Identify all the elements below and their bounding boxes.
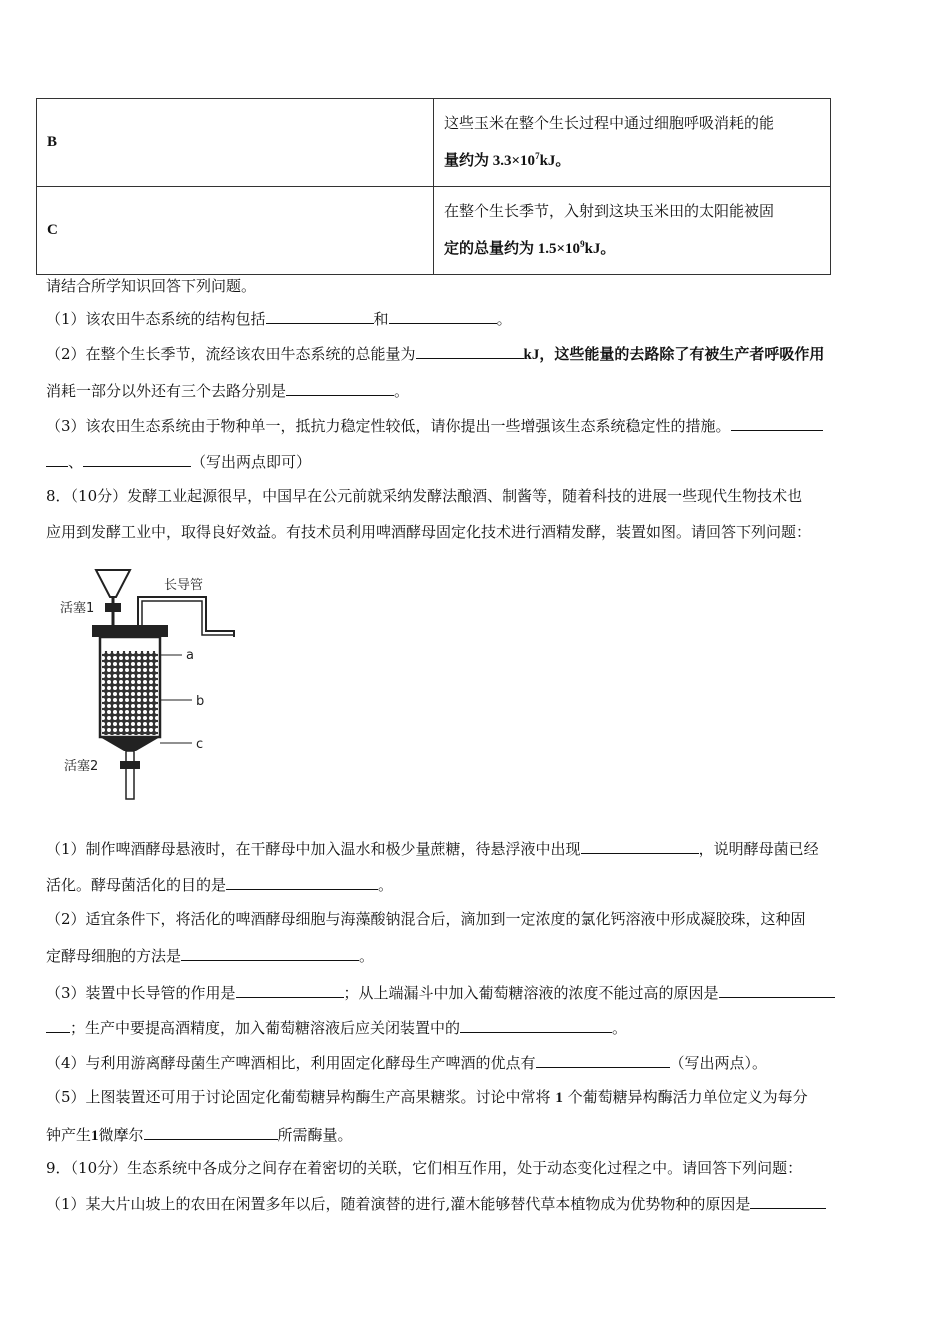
answer-blank[interactable] [536,1052,670,1068]
q7-p3-note: （写出两点即可） [191,453,312,471]
q8-heading-line2: 应用到发酵工业中，取得良好效益。有技术员利用啤酒酵母固定化技术进行酒精发酵，装置如图。请回答下列问题： [46,523,812,541]
answer-blank[interactable] [581,838,699,854]
q8-p1-text3: 活化。酵母菌活化的目的是 [46,876,227,894]
row-value-line2 [444,241,615,257]
q8-p5-number: 1 [555,1090,563,1106]
column-bottom [100,737,160,751]
valve1-label: 活塞1 [60,601,95,616]
answer-blank[interactable] [266,308,374,324]
valve2-icon [120,761,140,769]
q9-heading: 9．（10分）生态系统中各成分之间存在着密切的关联，它们相互作用，处于动态变化过程之中。请回答下列问题： [46,1159,803,1177]
q8-part4 [46,1052,906,1073]
row-key: B [37,99,434,187]
answer-blank[interactable] [719,982,835,998]
q8-p2-end: 。 [359,947,375,965]
q7-p1-and: 和 [373,310,389,328]
q7-p1-text: （1）该农田牛态系统的结构包括 [46,310,266,328]
q8-p4-text: （4）与利用游离酵母菌生产啤酒相比，利用固定化酵母生产啤酒的优点有 [46,1054,536,1072]
q7-p3-sep: 、 [68,453,84,471]
answer-blank[interactable] [750,1193,826,1209]
row-key: C [37,187,434,275]
valve1-icon [105,603,121,612]
answer-blank[interactable] [144,1124,278,1140]
answer-blank[interactable] [46,451,68,467]
answer-blank[interactable] [389,308,497,324]
table-row [37,99,831,187]
q8-p5-text3: 钟产生 [46,1126,92,1144]
row-value [434,99,831,187]
funnel-icon [96,570,130,597]
q8-part5-line1 [46,1087,906,1108]
answer-blank[interactable] [226,874,378,890]
answer-blank[interactable] [46,1017,70,1033]
gel-beads [102,651,158,735]
row-value-line1: 在整个生长季节，入射到这块玉米田的太阳能被固 [444,202,775,220]
value-unit: kJ。 [584,241,616,257]
q8-p3-end: 。 [612,1019,628,1037]
value-unit: kJ。 [539,153,571,169]
q7-intro: 请结合所学知识回答下列问题。 [46,277,257,295]
q7-p2-end: 。 [394,382,410,400]
answer-blank[interactable] [286,380,394,396]
q8-p1-end: 。 [378,876,394,894]
q8-p5-number2: 1 [91,1128,99,1144]
q9-part1 [46,1193,906,1214]
value-number: 量约为 3.3×10 [444,153,536,169]
q8-p5-text4: 微摩尔 [98,1126,144,1144]
q8-p5-end: 所需酶量。 [277,1126,353,1144]
q8-part1-line1 [46,838,906,859]
q9-p1-text: （1）某大片山坡上的农田在闲置多年以后，随着演替的进行,灌木能够替代草本植物成为优势物种的原因是 [46,1195,751,1213]
answer-blank[interactable] [416,343,524,359]
label-c: c [196,737,204,752]
table-row [37,187,831,275]
value-number: 定的总量约为 1.5×10 [444,241,581,257]
q8-heading-line1: 8．（10分）发酵工业起源很早，中国早在公元前就采纳发酵法酿酒、制酱等，随着科技的进展一些现代生物技术也 [46,487,803,505]
q8-p1-text: （1）制作啤酒酵母悬液时，在干酵母中加入温水和极少量蔗糖，待悬浮液中出现 [46,840,581,858]
value-exponent: 7 [535,151,540,161]
label-b: b [196,694,205,709]
label-a: a [186,648,194,663]
row-value-line1: 这些玉米在整个生长过程中通过细胞呼吸消耗的能 [444,114,775,132]
q7-part2-line1 [46,343,906,365]
q8-part3-line1 [46,982,906,1003]
q8-part3-line2 [46,1017,906,1038]
valve2-label: 活塞2 [64,759,99,774]
q7-part3-line2 [46,451,906,472]
answer-table [36,98,831,275]
answer-blank[interactable] [181,945,359,961]
q8-p3-text: （3）装置中长导管的作用是 [46,984,236,1002]
q7-p2-text3: 消耗一部分以外还有三个去路分别是 [46,382,287,400]
q7-p2-text: （2）在整个生长季节，流经该农田牛态系统的总能量为 [46,345,416,363]
q8-p3-text3: ；生产中要提高酒精度，加入葡萄糖溶液后应关闭装置中的 [70,1019,461,1037]
q7-part3-line1 [46,415,906,436]
q8-p5-text2: 个葡萄糖异构酶活力单位定义为每分 [567,1088,808,1106]
column-lid [92,625,168,637]
q8-part1-line2 [46,874,906,895]
outlet-tube [126,751,134,799]
row-value-line2 [444,153,570,169]
fermentation-apparatus-figure [58,565,248,805]
q8-part5-line2 [46,1124,906,1146]
q7-part2-line2 [46,380,906,401]
q7-p2-text2: kJ，这些能量的去路除了有被生产者呼吸作用 [523,347,825,363]
answer-blank[interactable] [460,1017,612,1033]
tube-label: 长导管 [164,578,204,593]
q8-p3-text2: ；从上端漏斗中加入葡萄糖溶液的浓度不能过高的原因是 [343,984,719,1002]
q8-part2-line1: （2）适宜条件下，将活化的啤酒酵母细胞与海藻酸钠混合后，滴加到一定浓度的氯化钙溶液中形成凝胶珠，这种固 [46,910,806,928]
q8-p5-text: （5）上图装置还可用于讨论固定化葡萄糖异构酶生产高果糖浆。讨论中常将 [46,1088,551,1106]
answer-blank[interactable] [236,982,344,998]
q8-p4-note: （写出两点）。 [669,1054,768,1072]
q8-p1-text2: ，说明酵母菌已经 [698,840,819,858]
row-value [434,187,831,275]
value-exponent: 9 [580,239,585,249]
q8-part2-line2 [46,945,906,966]
q8-p2-text: 定酵母细胞的方法是 [46,947,182,965]
q7-p3-text: （3）该农田生态系统由于物种单一，抵抗力稳定性较低，请你提出一些增强该生态系统稳定性的措施。 [46,417,731,435]
q7-p1-end: 。 [496,310,512,328]
q7-part1 [46,308,906,329]
answer-blank[interactable] [83,451,191,467]
answer-blank[interactable] [731,415,823,431]
